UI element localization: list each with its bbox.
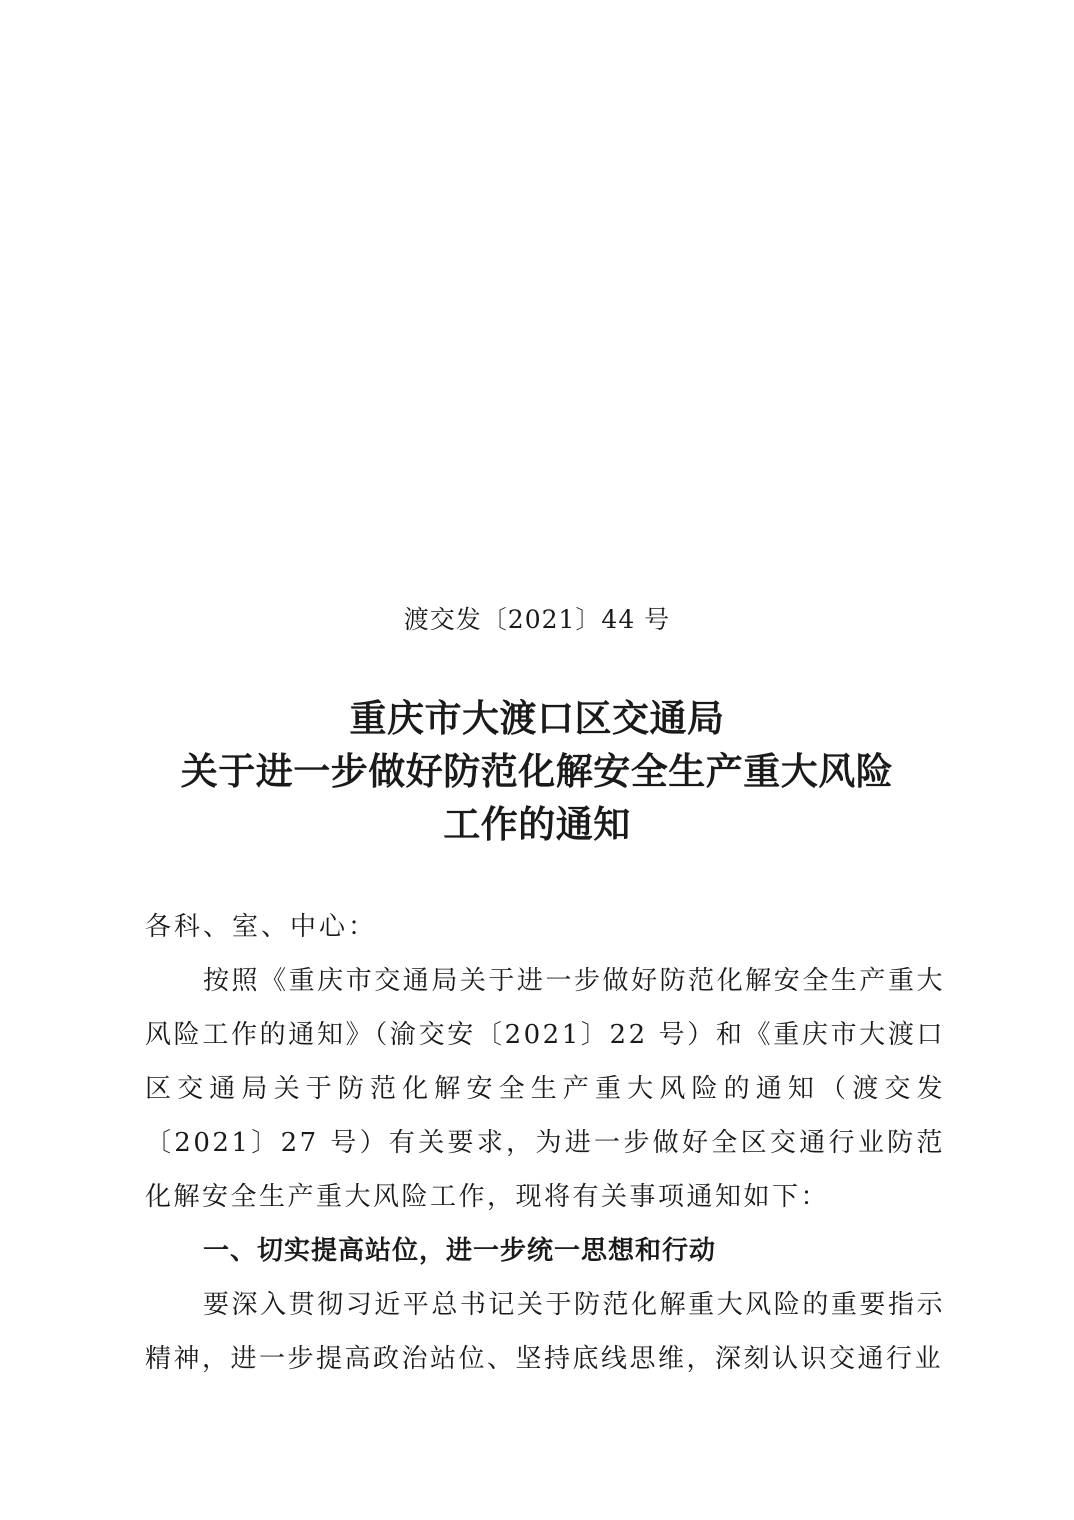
paragraph-intro: 按照《重庆市交通局关于进一步做好防范化解安全生产重大风险工作的通知》（渝交安〔2021〕22 号）和《重庆市大渡口区交通局关于防范化解安全生产重大风险的通知（渡交发〔2021〕27 号）有关要求，为进一步做好全区交通行业防范化解安全生产重大风险工作，现将有关事项通知如下：: [145, 966, 945, 1212]
salutation: 各科、室、中心：: [145, 912, 378, 942]
document-body: [145, 900, 945, 1386]
section-heading-1: 一、切实提高站位，进一步统一思想和行动: [203, 1236, 717, 1266]
document-number: 渡交发〔2021〕44 号: [403, 605, 671, 634]
paragraph-section-1: 要深入贯彻习近平总书记关于防范化解重大风险的重要指示精神，进一步提高政治站位、坚持底线思维，深刻认识交通行业: [145, 1290, 945, 1374]
title-line-1: 重庆市大渡口区交通局: [349, 697, 725, 740]
document-title: [80, 692, 994, 851]
title-line-2: 关于进一步做好防范化解安全生产重大风险: [180, 750, 894, 793]
title-line-3: 工作的通知: [443, 803, 631, 846]
